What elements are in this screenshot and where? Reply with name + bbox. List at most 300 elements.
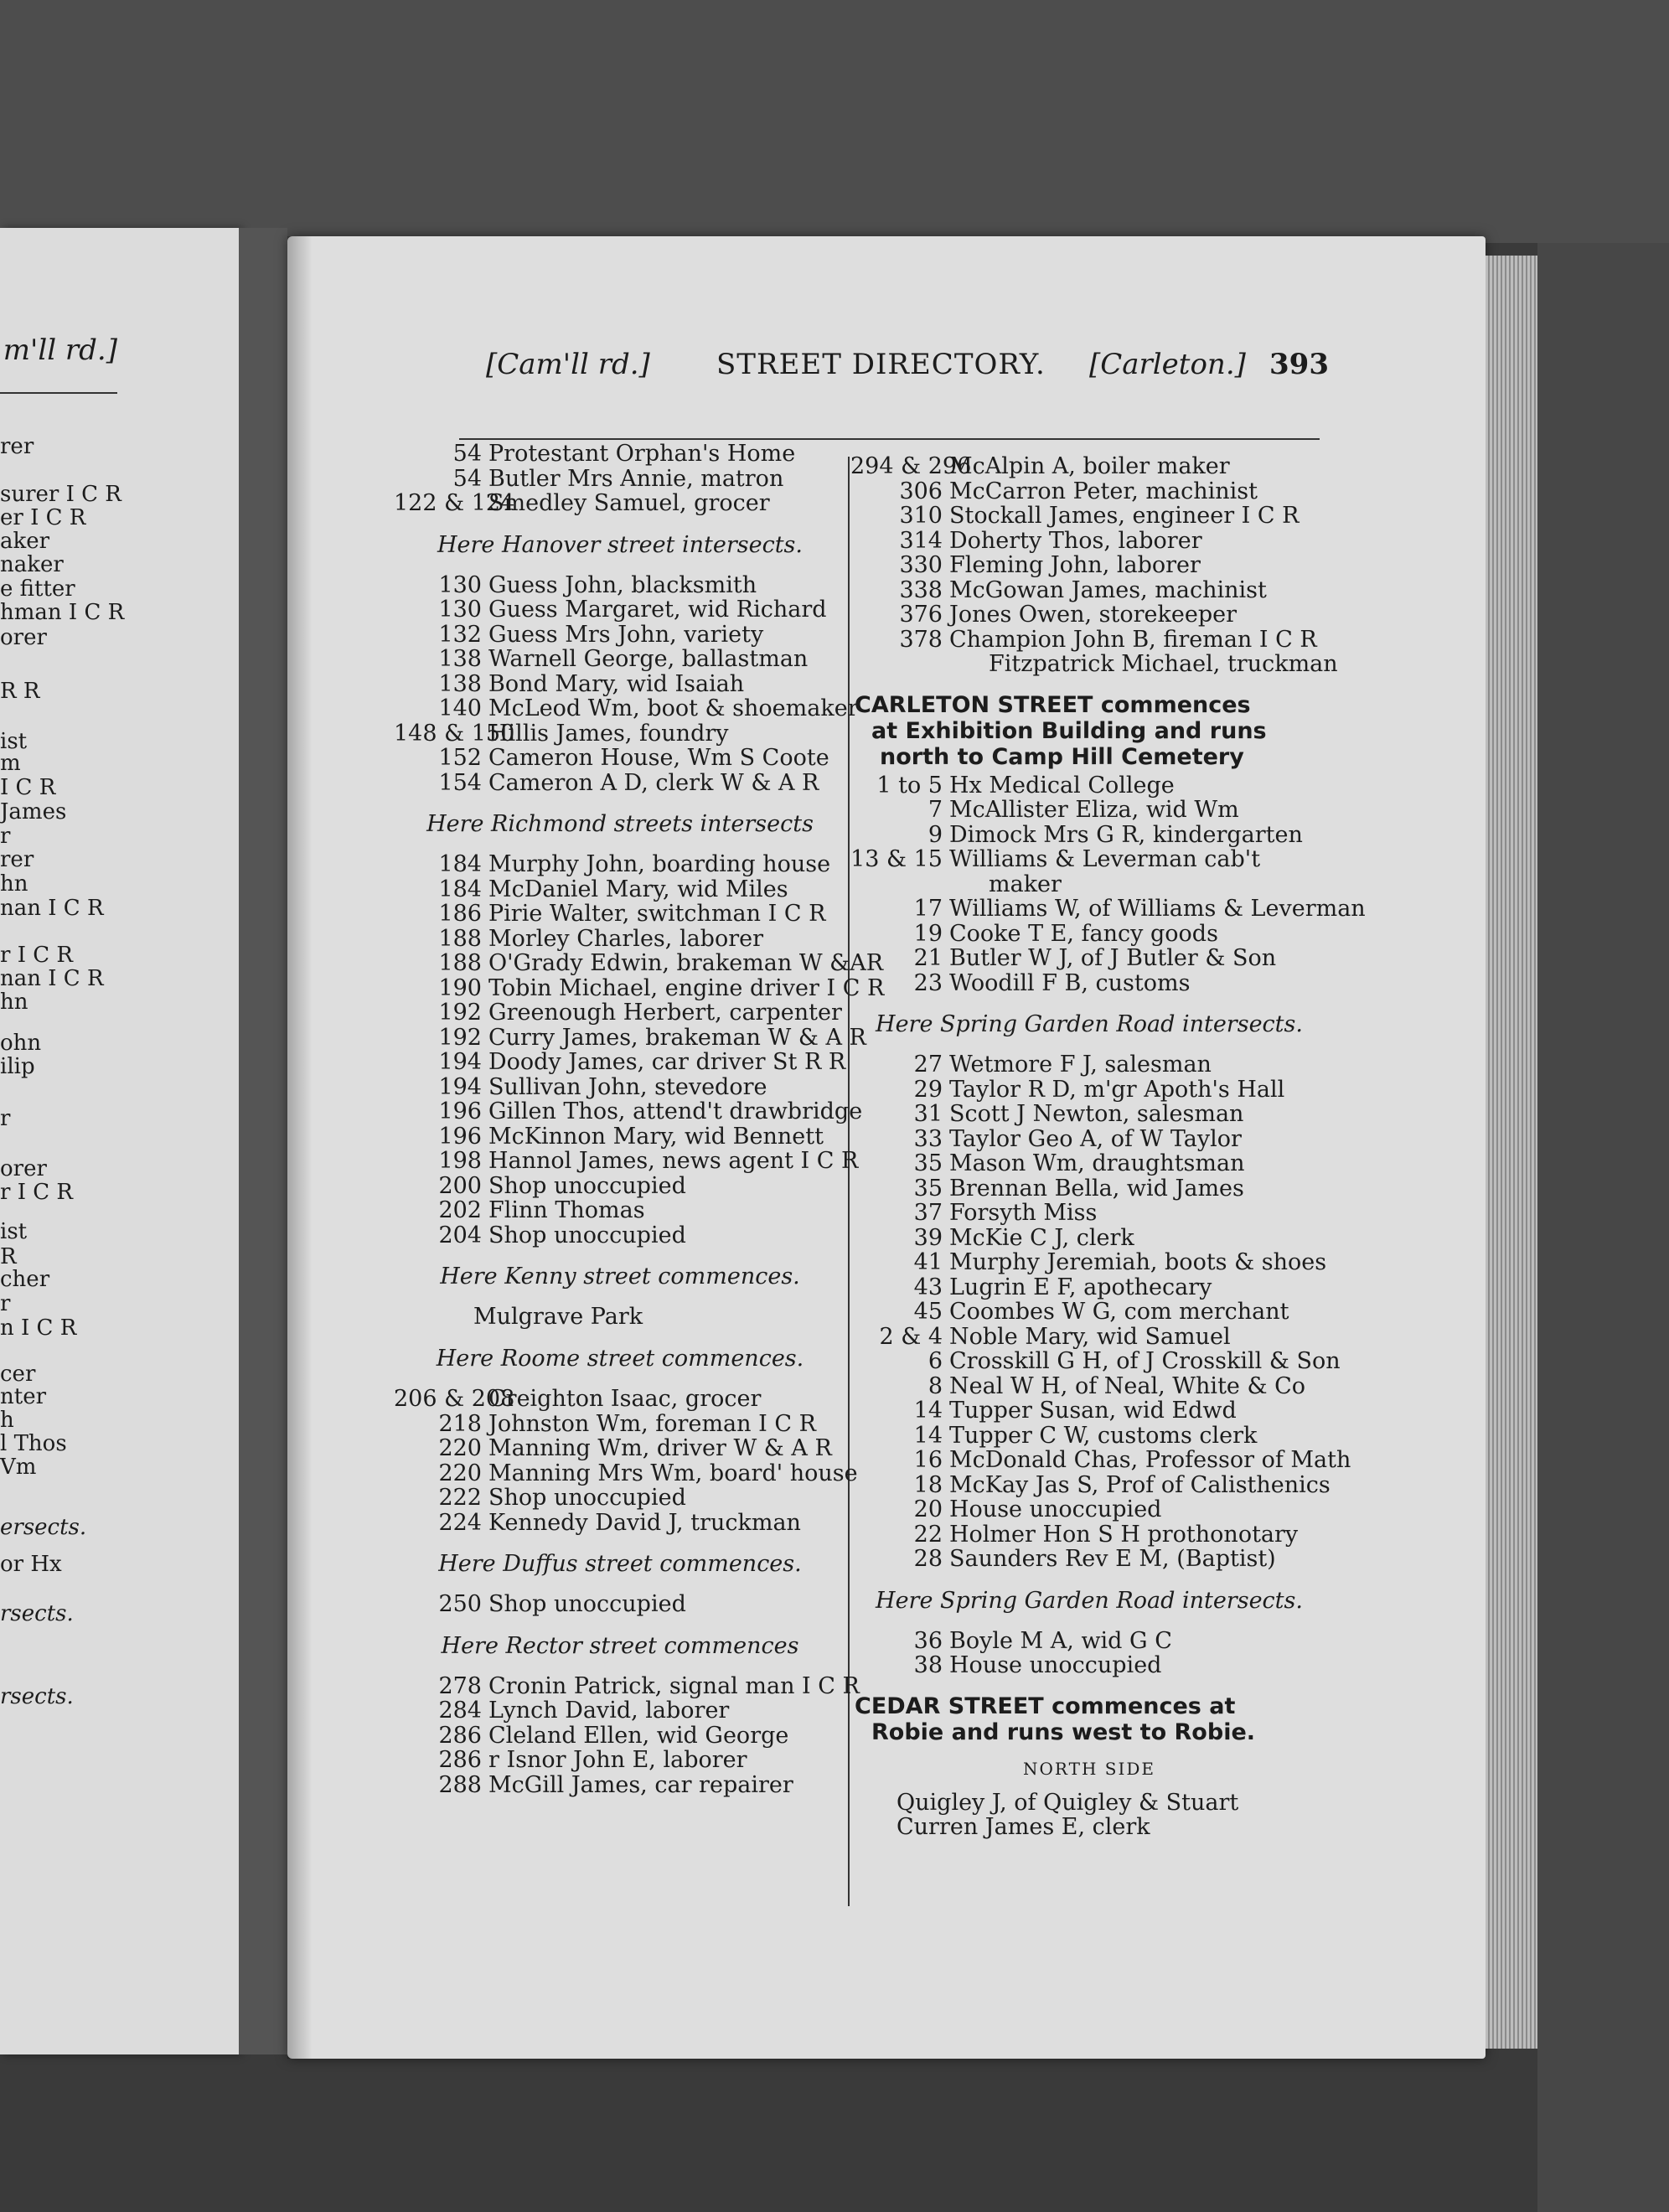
entry-text: Doherty Thos, laborer <box>949 527 1202 554</box>
entry-text: McKinnon Mary, wid Bennett <box>488 1123 824 1150</box>
left-page-fragment: or Hx <box>0 1552 62 1577</box>
entry-text: Crosskill G H, of J Crosskill & Son <box>949 1348 1341 1374</box>
entry-number: 2 & 4 <box>879 1323 943 1350</box>
entry-text: Warnell George, ballastman <box>488 646 809 672</box>
entry-number: 6 <box>928 1348 943 1374</box>
entry-text: McCarron Peter, machinist <box>949 478 1258 504</box>
directory-entry <box>850 1424 1328 1449</box>
directory-entry <box>394 927 846 952</box>
entry-number: 36 <box>913 1627 943 1654</box>
directory-entry <box>850 1629 1328 1654</box>
directory-entry <box>850 504 1328 529</box>
directory-entry <box>850 553 1328 578</box>
intersection-note: Here Spring Garden Road intersects. <box>876 1011 1303 1037</box>
entry-number: 1 to 5 <box>876 772 943 798</box>
entry-text: Jones Owen, storekeeper <box>949 602 1237 628</box>
entry-text: Pirie Walter, switchman I C R <box>488 901 826 927</box>
entry-text: Mason Wm, draughtsman <box>949 1150 1245 1176</box>
directory-entry <box>394 1050 846 1075</box>
directory-entry <box>394 1000 846 1026</box>
left-page-fragment: R R <box>0 679 40 704</box>
directory-entry <box>850 1348 1341 1374</box>
entry-number: 19 <box>913 920 943 947</box>
scan-backdrop <box>0 0 1669 243</box>
intersection-note: Here Hanover street intersects. <box>437 531 803 558</box>
entry-number: 37 <box>913 1200 943 1226</box>
entry-number: 148 & 150 <box>394 720 515 747</box>
entry-number: 20 <box>913 1496 943 1522</box>
left-page-fragment: l Thos <box>0 1431 67 1456</box>
directory-entry <box>394 1148 859 1174</box>
directory-entry <box>394 1098 863 1124</box>
entry-number: 222 <box>438 1485 482 1511</box>
entry-number: 8 <box>928 1372 943 1399</box>
left-page-fragment: naker <box>0 552 64 577</box>
directory-entry <box>394 902 846 927</box>
header-right-bracket: [Carleton.] <box>1089 348 1246 381</box>
left-page-fragment: hman I C R <box>0 600 125 625</box>
entry-text: Tupper C W, customs clerk <box>949 1422 1258 1449</box>
entry-number: 200 <box>438 1172 482 1199</box>
header-rule <box>459 438 1320 440</box>
directory-entry <box>850 1447 1351 1473</box>
left-page-fragment: ist <box>0 1219 28 1244</box>
left-page-fragment: ist <box>0 729 28 754</box>
directory-entry <box>850 529 1328 554</box>
directory-entry <box>394 1436 846 1461</box>
street-heading <box>850 1693 1328 1745</box>
left-page-fragment: e fitter <box>0 576 75 602</box>
directory-entry <box>394 1387 846 1412</box>
entry-text: Cooke T E, fancy goods <box>949 920 1218 947</box>
left-page-fragment: r <box>0 1291 11 1316</box>
left-page-fragment: rsects. <box>0 1601 74 1626</box>
entry-number: 338 <box>899 576 943 603</box>
entry-number: 138 <box>438 646 482 672</box>
directory-entry <box>850 1398 1328 1424</box>
entry-number: 190 <box>438 974 482 1001</box>
entry-number: 33 <box>913 1125 943 1152</box>
left-page-fragment: orer <box>0 1156 47 1181</box>
entry-text: Tobin Michael, engine driver I C R <box>488 974 885 1001</box>
page-crease <box>287 236 313 2059</box>
left-column <box>394 441 885 1798</box>
entry-text: Woodill F B, customs <box>949 969 1191 996</box>
directory-entry <box>850 1151 1328 1176</box>
directory-entry <box>394 1592 846 1617</box>
directory-entry <box>394 442 846 467</box>
entry-number: 198 <box>438 1148 482 1174</box>
entry-number: 45 <box>913 1299 943 1325</box>
left-page-fragment: cer <box>0 1362 36 1387</box>
entry-number: 194 <box>438 1049 482 1075</box>
directory-entry <box>394 1698 846 1724</box>
entry-number: 286 <box>438 1722 482 1749</box>
entry-text: Boyle M A, wid G C <box>949 1627 1172 1654</box>
entry-text: Shop unoccupied <box>488 1591 686 1617</box>
entry-text: Dimock Mrs G R, kindergarten <box>949 821 1303 848</box>
intersection-note: Here Kenny street commences. <box>440 1264 800 1289</box>
entry-text: Manning Mrs Wm, board' house <box>488 1460 858 1486</box>
directory-entry <box>394 491 846 516</box>
directory-entry <box>394 1198 846 1223</box>
entry-text: Murphy John, boarding house <box>488 851 831 877</box>
directory-entry <box>850 1374 1328 1399</box>
directory-entry <box>394 1748 846 1773</box>
left-page-fragment: nter <box>0 1384 47 1409</box>
left-page-fragment: er I C R <box>0 505 86 530</box>
directory-entry <box>850 847 1328 872</box>
intersection-note: Here Spring Garden Road intersects. <box>876 1587 1303 1614</box>
entry-number: 14 <box>913 1398 943 1424</box>
entry-number: 204 <box>438 1222 482 1248</box>
entry-number: 35 <box>913 1175 943 1202</box>
left-page-fragment: n I C R <box>0 1315 77 1341</box>
directory-entry <box>850 1176 1328 1202</box>
directory-entry <box>394 597 846 623</box>
entry-number: 138 <box>438 670 482 697</box>
left-page-fragment: R <box>0 1244 17 1269</box>
page-title: STREET DIRECTORY. <box>716 348 1046 381</box>
entry-text: Butler W J, of J Butler & Son <box>949 945 1277 971</box>
directory-entry <box>394 1412 846 1437</box>
left-page-fragment: rer <box>0 434 34 459</box>
entry-number: 41 <box>913 1249 943 1275</box>
street-heading-line: north to Camp Hill Cemetery <box>880 743 1244 770</box>
entry-text: O'Grady Edwin, brakeman W &AR <box>488 950 884 976</box>
entry-text: Holmer Hon S H prothonotary <box>949 1521 1299 1548</box>
left-page-header: m'll rd.] <box>3 333 117 367</box>
entry-number: 206 & 208 <box>394 1386 515 1412</box>
entry-number: 22 <box>913 1521 943 1548</box>
directory-entry <box>394 695 859 721</box>
entry-number: 250 <box>438 1591 482 1617</box>
entry-number: 43 <box>913 1274 943 1300</box>
directory-entry <box>394 623 846 648</box>
directory-entry <box>850 971 1328 996</box>
directory-entry <box>850 1250 1328 1275</box>
entry-text: Shop unoccupied <box>488 1172 686 1199</box>
directory-entry <box>394 950 884 976</box>
entry-text: House unoccupied <box>949 1652 1162 1678</box>
entry-number: 27 <box>913 1052 943 1078</box>
entry-text: Brennan Bella, wid James <box>949 1175 1244 1202</box>
entry-number: 23 <box>913 969 943 996</box>
entry-number: 154 <box>438 769 482 796</box>
intersection-note: Here Rector street commences <box>441 1632 799 1659</box>
entry-text: Creighton Isaac, grocer <box>488 1386 762 1412</box>
directory-entry <box>850 602 1328 628</box>
directory-entry <box>850 1522 1328 1548</box>
entry-number: 18 <box>913 1471 943 1498</box>
directory-entry <box>394 1724 846 1749</box>
entry-text: McAllister Eliza, wid Wm <box>949 797 1239 823</box>
entry-number: 184 <box>438 876 482 902</box>
directory-entry-continuation: maker <box>989 871 1062 897</box>
entry-number: 184 <box>438 851 482 877</box>
left-page-fragment: hn <box>0 871 28 897</box>
entry-text: McGill James, car repairer <box>488 1771 793 1798</box>
directory-entry <box>394 573 846 598</box>
directory-entry <box>850 922 1328 947</box>
entry-text: Curry James, brakeman W & A R <box>488 1024 866 1051</box>
entry-text: McAlpin A, boiler maker <box>949 453 1230 479</box>
directory-entry <box>394 672 846 697</box>
street-heading-line: CARLETON STREET commences <box>855 691 1251 718</box>
entry-text: Shop unoccupied <box>488 1485 686 1511</box>
entry-number: 28 <box>913 1546 943 1572</box>
entry-number: 286 <box>438 1747 482 1773</box>
entry-text: Taylor R D, m'gr Apoth's Hall <box>949 1076 1285 1103</box>
directory-entry <box>850 628 1328 653</box>
entry-number: 202 <box>438 1197 482 1223</box>
street-heading <box>850 692 1328 770</box>
entry-text: Cronin Patrick, signal man I C R <box>488 1672 860 1699</box>
entry-text: Shop unoccupied <box>488 1222 686 1248</box>
directory-entry <box>850 1226 1328 1251</box>
entry-text: Cleland Ellen, wid George <box>488 1722 789 1749</box>
directory-entry <box>850 479 1328 504</box>
entry-text: McGowan James, machinist <box>949 576 1267 603</box>
entry-number: 218 <box>438 1410 482 1437</box>
entry-text: Doody James, car driver St R R <box>488 1049 846 1075</box>
entry-number: 194 <box>438 1073 482 1100</box>
entry-text: Cameron A D, clerk W & A R <box>488 769 819 796</box>
street-heading-line: Robie and runs west to Robie. <box>871 1718 1256 1745</box>
entry-text: McLeod Wm, boot & shoemaker <box>488 695 859 721</box>
entry-text: Smedley Samuel, grocer <box>488 490 770 516</box>
left-page-fragment: surer I C R <box>0 482 121 507</box>
directory-entry <box>394 467 846 492</box>
entry-number: 13 & 15 <box>850 846 943 872</box>
right-column <box>850 453 1366 1840</box>
entry-number: 39 <box>913 1224 943 1251</box>
entry-text: McKie C J, clerk <box>949 1224 1134 1251</box>
entry-text: Bond Mary, wid Isaiah <box>488 670 745 697</box>
directory-entry <box>850 1078 1328 1103</box>
left-page-fragment: I C R <box>0 775 56 800</box>
entry-number: 188 <box>438 950 482 976</box>
directory-entry <box>394 1672 860 1699</box>
entry-number: 220 <box>438 1460 482 1486</box>
street-heading-line: at Exhibition Building and runs <box>871 717 1267 744</box>
entry-text: Williams & Leverman cab't <box>949 846 1261 872</box>
entry-text: Butler Mrs Annie, matron <box>488 465 784 492</box>
entry-text: Flinn Thomas <box>488 1197 645 1223</box>
page-edges <box>1486 256 1537 2049</box>
entry-number: 132 <box>438 621 482 648</box>
entry-number: 14 <box>913 1422 943 1449</box>
directory-entry <box>394 1511 846 1536</box>
left-page-fragment: r <box>0 1106 11 1131</box>
entry-number: 376 <box>899 602 943 628</box>
directory-entry <box>850 1102 1328 1127</box>
entry-text: Lynch David, laborer <box>488 1698 730 1724</box>
entry-text: Guess Mrs John, variety <box>488 621 764 648</box>
intersection-note: Here Duffus street commences. <box>438 1551 802 1577</box>
directory-entry <box>394 1075 846 1100</box>
left-page-rule <box>0 392 117 394</box>
directory-entry <box>850 773 1328 798</box>
entry-number: 224 <box>438 1509 482 1536</box>
entry-number: 130 <box>438 571 482 598</box>
street-heading-line: CEDAR STREET commences at <box>855 1693 1236 1719</box>
directory-entry <box>394 1174 846 1199</box>
entry-text: McKay Jas S, Prof of Calisthenics <box>949 1471 1331 1498</box>
left-page-fragment: ersects. <box>0 1515 87 1540</box>
entry-number: 330 <box>899 552 943 578</box>
entry-text: Sullivan John, stevedore <box>488 1073 767 1100</box>
entry-number: 17 <box>913 896 943 922</box>
entry-text: Wetmore F J, salesman <box>949 1052 1212 1078</box>
directory-entry <box>850 896 1366 922</box>
entry-text: Protestant Orphan's Home <box>488 441 796 467</box>
entry-number: 29 <box>913 1076 943 1103</box>
left-page-fragment: r I C R <box>0 1180 73 1205</box>
left-page-fragment: ohn <box>0 1031 42 1056</box>
directory-entry <box>394 746 846 771</box>
entry-text: Gillen Thos, attend't drawbridge <box>488 1098 863 1124</box>
entry-number: 196 <box>438 1123 482 1150</box>
entry-text: Greenough Herbert, carpenter <box>488 1000 842 1026</box>
directory-entry <box>850 1201 1328 1226</box>
directory-entry <box>394 1773 846 1798</box>
directory-entry <box>394 852 846 877</box>
entry-text: Hillis James, foundry <box>488 720 729 747</box>
entry-text: Stockall James, engineer I C R <box>949 503 1300 529</box>
directory-entry <box>850 1547 1328 1572</box>
directory-entry <box>850 946 1328 971</box>
entry-text: McDaniel Mary, wid Miles <box>488 876 788 902</box>
entry-text: Fleming John, laborer <box>949 552 1201 578</box>
left-page-fragment: m <box>0 751 21 776</box>
directory-entry <box>394 1223 846 1248</box>
entry-text: Noble Mary, wid Samuel <box>949 1323 1231 1350</box>
entry-number: 54 <box>452 441 482 467</box>
entry-text: Neal W H, of Neal, White & Co <box>949 1372 1306 1399</box>
left-page-fragment: hn <box>0 990 28 1015</box>
directory-entry <box>850 1275 1328 1300</box>
entry-text: Cameron House, Wm S Coote <box>488 745 829 771</box>
directory-entry <box>850 823 1328 848</box>
entry-number: 314 <box>899 527 943 554</box>
directory-entry-continuation: Fitzpatrick Michael, truckman <box>989 651 1338 677</box>
entry-number: 122 & 124 <box>394 490 515 516</box>
entry-number: 284 <box>438 1698 482 1724</box>
place-name: Mulgrave Park <box>473 1304 643 1330</box>
entry-number: 294 & 296 <box>850 453 972 479</box>
left-page-fragment: aker <box>0 529 50 554</box>
directory-entry <box>850 798 1328 823</box>
entry-text: Champion John B, fireman I C R <box>949 626 1317 653</box>
entry-number: 31 <box>913 1101 943 1127</box>
intersection-note: Here Richmond streets intersects <box>426 811 814 837</box>
entry-text: Taylor Geo A, of W Taylor <box>949 1125 1242 1152</box>
entry-text: Guess John, blacksmith <box>488 571 757 598</box>
left-page-fragment: rer <box>0 847 34 872</box>
directory-entry <box>850 1300 1328 1325</box>
directory-entry: Curren James E, clerk <box>897 1814 1150 1840</box>
entry-number: 130 <box>438 597 482 623</box>
entry-number: 192 <box>438 1024 482 1051</box>
directory-entry <box>394 877 846 902</box>
entry-number: 54 <box>452 465 482 492</box>
entry-number: 21 <box>913 945 943 971</box>
entry-number: 288 <box>438 1771 482 1798</box>
directory-entry <box>850 454 1328 479</box>
left-page-fragment: nan I C R <box>0 896 104 921</box>
entry-number: 7 <box>928 797 943 823</box>
scan-backdrop-right <box>1537 243 1669 2212</box>
entry-text: Johnston Wm, foreman I C R <box>488 1410 816 1437</box>
entry-number: 152 <box>438 745 482 771</box>
entry-number: 192 <box>438 1000 482 1026</box>
side-subheading: NORTH SIDE <box>1023 1758 1155 1779</box>
entry-text: Williams W, of Williams & Leverman <box>949 896 1366 922</box>
directory-entry <box>394 771 846 796</box>
left-page-fragment: h <box>0 1408 14 1433</box>
entry-number: 378 <box>899 626 943 653</box>
entry-text: Morley Charles, laborer <box>488 925 764 952</box>
left-page-fragment: r <box>0 824 11 849</box>
entry-text: Hannol James, news agent I C R <box>488 1148 859 1174</box>
entry-number: 16 <box>913 1447 943 1473</box>
left-page-fragment: James <box>0 799 67 824</box>
directory-entry <box>850 1497 1328 1522</box>
left-page-fragment: r I C R <box>0 943 73 968</box>
directory-entry <box>394 721 846 747</box>
entry-number: 35 <box>913 1150 943 1176</box>
entry-text: Coombes W G, com merchant <box>949 1299 1289 1325</box>
entry-text: Manning Wm, driver W & A R <box>488 1435 832 1461</box>
page-number: 393 <box>1269 348 1329 381</box>
directory-entry <box>394 647 846 672</box>
directory-entry <box>394 1460 858 1486</box>
left-page-fragment: rsects. <box>0 1684 74 1709</box>
entry-text: Hx Medical College <box>949 772 1175 798</box>
entry-number: 196 <box>438 1098 482 1124</box>
directory-entry <box>850 1471 1331 1498</box>
directory-entry <box>850 1325 1328 1350</box>
entry-number: 278 <box>438 1672 482 1699</box>
directory-entry <box>394 1486 846 1511</box>
entry-number: 220 <box>438 1435 482 1461</box>
entry-text: McDonald Chas, Professor of Math <box>949 1447 1351 1473</box>
entry-text: House unoccupied <box>949 1496 1162 1522</box>
entry-text: Lugrin E F, apothecary <box>949 1274 1212 1300</box>
entry-text: Tupper Susan, wid Edwd <box>949 1398 1237 1424</box>
directory-entry <box>394 974 885 1001</box>
entry-number: 188 <box>438 925 482 952</box>
directory-entry <box>850 1052 1328 1078</box>
directory-entry <box>394 1024 866 1051</box>
directory-entry <box>394 1124 846 1150</box>
entry-number: 310 <box>899 503 943 529</box>
entry-number: 140 <box>438 695 482 721</box>
left-page-fragment: ilip <box>0 1054 35 1079</box>
entry-text: Kennedy David J, truckman <box>488 1509 801 1536</box>
entry-text: Murphy Jeremiah, boots & shoes <box>949 1249 1327 1275</box>
directory-entry <box>850 1127 1328 1152</box>
entry-text: Scott J Newton, salesman <box>949 1101 1244 1127</box>
entry-number: 186 <box>438 901 482 927</box>
entry-text: Forsyth Miss <box>949 1200 1098 1226</box>
book-gutter <box>239 228 287 2054</box>
directory-entry <box>850 1653 1328 1678</box>
left-page-fragment: orer <box>0 625 47 650</box>
entry-number: 306 <box>899 478 943 504</box>
left-page-fragment: Vm <box>0 1455 37 1480</box>
